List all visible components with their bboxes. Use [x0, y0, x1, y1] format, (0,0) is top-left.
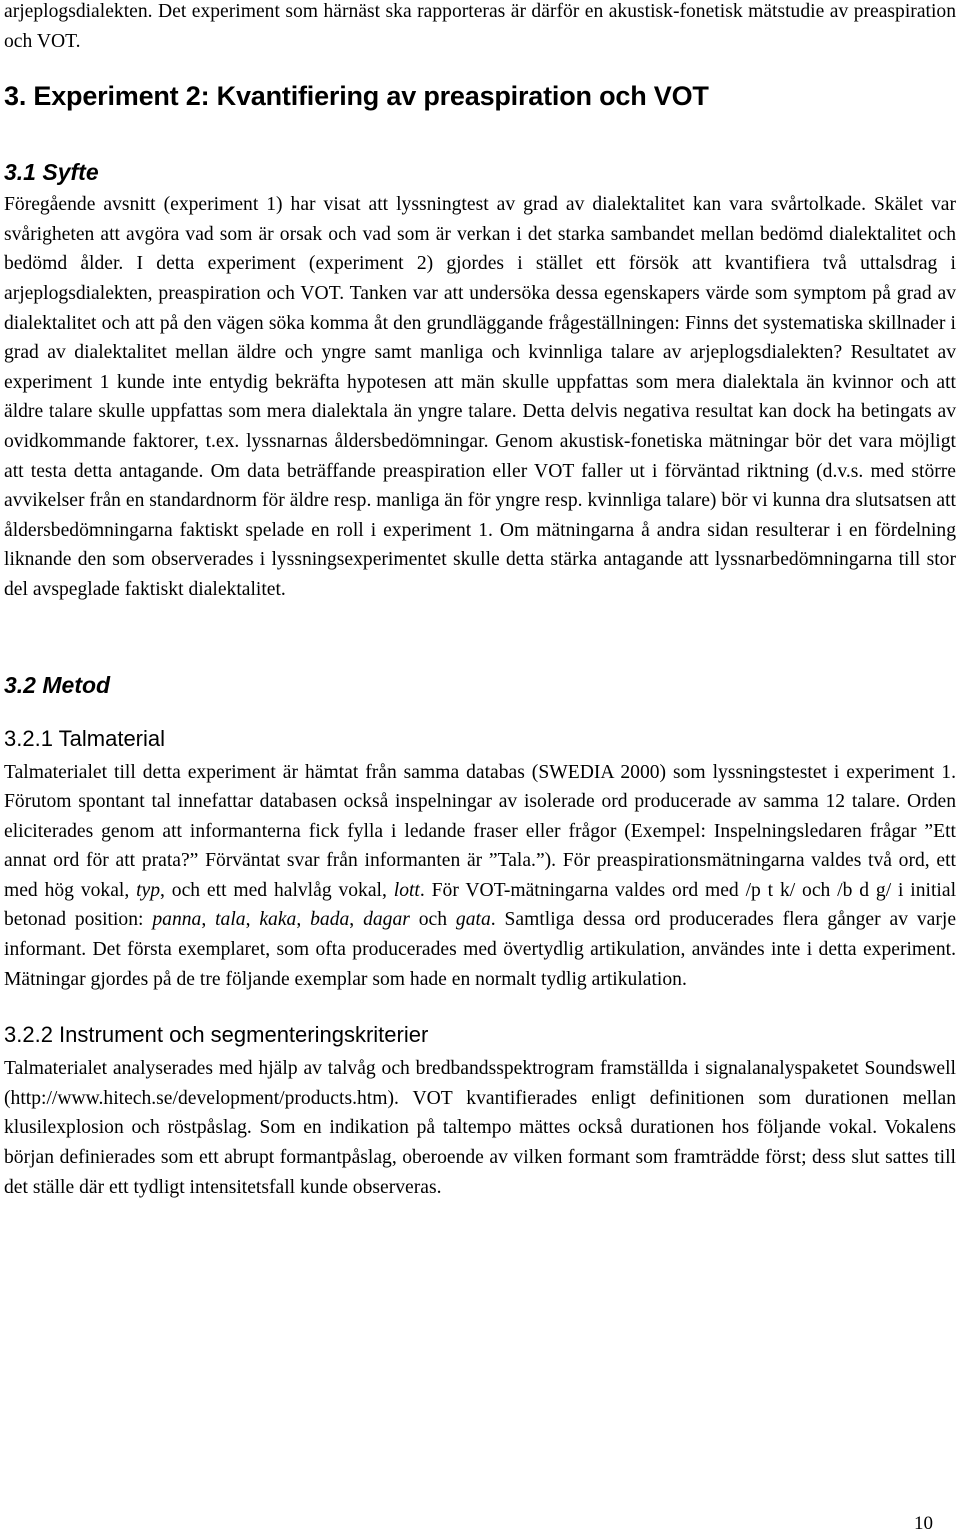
example-word-lott: lott: [393, 879, 420, 901]
example-word-gata: gata: [455, 909, 491, 931]
example-word-tala: tala: [215, 909, 246, 931]
example-word-typ: typ: [136, 879, 161, 901]
separator: och: [409, 909, 456, 931]
section-3-2-heading: 3.2 Metod: [4, 671, 111, 698]
example-word-dagar: dagar: [363, 909, 410, 931]
example-word-kaka: kaka: [259, 909, 297, 931]
talmaterial-text-b: , och ett med halvlåg vokal,: [160, 879, 394, 901]
section-3-1-heading: 3.1 Syfte: [4, 159, 99, 186]
intro-paragraph: arjeplogsdialekten. Det experiment som härnäst ska rapporteras är därför en akustisk-fonetisk mätstudie av preaspiration och VOT.: [4, 1, 956, 52]
talmaterial-paragraph: [4, 758, 956, 995]
separator: ,: [201, 909, 216, 931]
section-3-heading: 3. Experiment 2: Kvantifiering av preaspiration och VOT: [4, 81, 709, 112]
talmaterial-text-c: . För VOT-mätningarna valdes ord med /p t k/ och /b d g/ i initial betonad position:: [4, 879, 957, 931]
example-word-bada: bada: [310, 909, 350, 931]
syfte-paragraph: Föregående avsnitt (experiment 1) har visat att lyssningtest av grad av dialektalitet kan vara svårtolkade. Skälet var svårigheten att avgöra vad som är orsak och vad som är verkan i det starka sambandet mellan bedömd dialektalitet och bedömd ålder. I detta experiment (experiment 2) gjordes i stället ett försök att kvantifiera två uttalsdrag i arjeplogsdialekten, preaspiration och VOT. Tanken var att undersöka dessa egenskapers värde som symptom på grad av dialektalitet och att på den vägen söka komma åt den grundläggande frågeställningen: Finns det systematiska skillnader i grad av dialektalitet mellan äldre och yngre samt manliga och kvinnliga talare av arjeplogsdialekten? Resultatet av experiment 1 kunde inte entydig bekräfta hypotesen att män skulle uppfattas som mera dialektala än kvinnor och att äldre talare skulle uppfattas som mera dialektala än yngre talare. Detta delvis negativa resultat kan dock ha betingats av ovidkommande faktorer, t.ex. lyssnarnas åldersbedömningar. Genom akustisk-fonetiska mätningar bör det vara möjligt att testa detta antagande. Om data beträffande preaspiration eller VOT faller ut i förväntad riktning (d.v.s. med större avvikelser från en standardnorm för äldre resp. manliga än för yngre resp. kvinnliga talare) bör vi kunna dra slutsatsen att åldersbedömningarna faktiskt spelade en roll i experiment 1. Om mätningarna å andra sidan resulterar i en fördelning liknande den som observerades i lyssningsexperimentet skulle detta stärka antagande att lyssnarbedömningarna till stor del avspeglade faktiskt dialektalitet.: [4, 194, 956, 600]
talmaterial-text-a: Talmaterialet till detta experiment är hämtat från samma databas (SWEDIA 2000) som lyssningstestet i experiment 1. Förutom spontant tal innefattar databasen också inspelningar av isolerade ord producerade av samma 12 talare. Orden eliciterades genom att informanterna fick fylla i ledande fraser eller frågor (Exempel: Inspelningsledaren frågar ”Ett annat ord för att prata?” Förväntat svar från informanten är ”Tala.”). För preaspirationsmätningarna valdes två ord, ett med hög vokal,: [4, 761, 956, 901]
section-3-2-2-heading: 3.2.2 Instrument och segmenteringskriterier: [4, 1022, 429, 1048]
example-word-panna: panna: [152, 909, 202, 931]
separator: ,: [245, 909, 260, 931]
page-number: 10: [914, 1513, 933, 1534]
instrument-paragraph: Talmaterialet analyserades med hjälp av talvåg och bredbandsspektrogram framställda i signalanalyspaketet Soundswell (http://www.hitech.se/development/products.htm). VOT kvantifierades enligt definitionen som durationen mellan klusilexplosion och röstpåslag. Som en indikation på taltempo mättes också durationen hos följande vokal. Vokalens början definierades som ett abrupt formantpåslag, oberoende av vilken formant som framträdde först; dess slut sattes till det ställe där ett tydligt intensitetsfall kunde observeras.: [4, 1058, 956, 1198]
separator: ,: [349, 909, 364, 931]
talmaterial-text-d: . Samtliga dessa ord producerades flera gånger av varje informant. Det första exemplaret, som ofta producerades med övertydlig artikulation, användes inte i detta experiment. Mätningar gjordes på de tre följande exemplar som hade en normalt tydlig artikulation.: [4, 909, 957, 990]
separator: ,: [296, 909, 311, 931]
document-page: [4, 0, 956, 1202]
section-3-2-1-heading: 3.2.1 Talmaterial: [4, 725, 166, 751]
